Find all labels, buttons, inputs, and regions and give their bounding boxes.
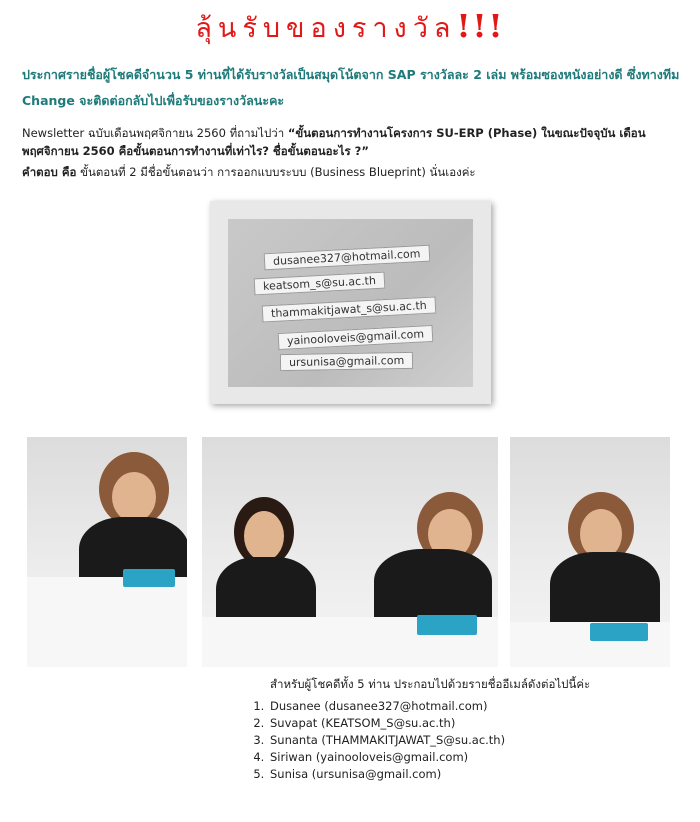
answer-text: ขั้นตอนที่ 2 มีชื่อขั้นตอนว่า การออกแบบระบบ (Business Blueprint) นั่นเองค่ะ [76, 165, 476, 179]
title-text: ลุ้นรับของรางวัล [195, 13, 457, 44]
question-text: “ขั้นตอนการทำงานโครงการ SU-ERP (Phase) ในขณะปัจจุบัน เดือนพฤศจิกายน 2560 คือขั้นตอนการทำงานที่เท่าไร? ชื่อขั้นตอนอะไร ?” [22, 126, 646, 158]
page-title [0, 6, 700, 49]
email-slips-photo [210, 201, 491, 404]
winners-intro: สำหรับผู้โชคดีทั้ง 5 ท่าน ประกอบไปด้วยรายชื่ออีเมล์ดังต่อไปนี้ค่ะ [270, 677, 591, 691]
question-prefix: Newsletter ฉบับเดือนพฤศจิกายน 2560 ที่ถามไปว่า [22, 126, 288, 140]
email-slip: ursunisa@gmail.com [280, 352, 414, 371]
winners-list [236, 698, 505, 783]
title-exclamation: !!! [456, 7, 505, 45]
winner-photo-2 [202, 437, 498, 667]
list-item: 4. Siriwan (yainooloveis@gmail.com) [268, 749, 505, 766]
list-item: 2. Suvapat (KEATSOM_S@su.ac.th) [268, 715, 505, 732]
winner-photo-1 [27, 437, 187, 667]
slips-background [228, 219, 473, 387]
email-slip: dusanee327@hotmail.com [264, 245, 430, 271]
email-slip: keatsom_s@su.ac.th [254, 272, 386, 296]
answer-label: คำตอบ คือ [22, 165, 77, 179]
email-slip: thammakitjawat_s@su.ac.th [262, 296, 436, 322]
announcement-text: ประกาศรายชื่อผู้โชคดีจำนวน 5 ท่านที่ได้รับรางวัลเป็นสมุดโน้ตจาก SAP รางวัลละ 2 เล่ม พร้อมซองหนังอย่างดี ซึ่งทางทีม Change จะติดต่อกลับไปเพื่อรับของรางวัลนะคะ [22, 67, 680, 108]
list-item: 5. Sunisa (ursunisa@gmail.com) [268, 766, 505, 783]
list-item: 3. Sunanta (THAMMAKITJAWAT_S@su.ac.th) [268, 732, 505, 749]
winner-photo-3 [510, 437, 670, 667]
answer-line [22, 164, 682, 182]
newsletter-question [22, 124, 682, 160]
list-item: 1. Dusanee (dusanee327@hotmail.com) [268, 698, 505, 715]
email-slip: yainooloveis@gmail.com [278, 325, 434, 350]
